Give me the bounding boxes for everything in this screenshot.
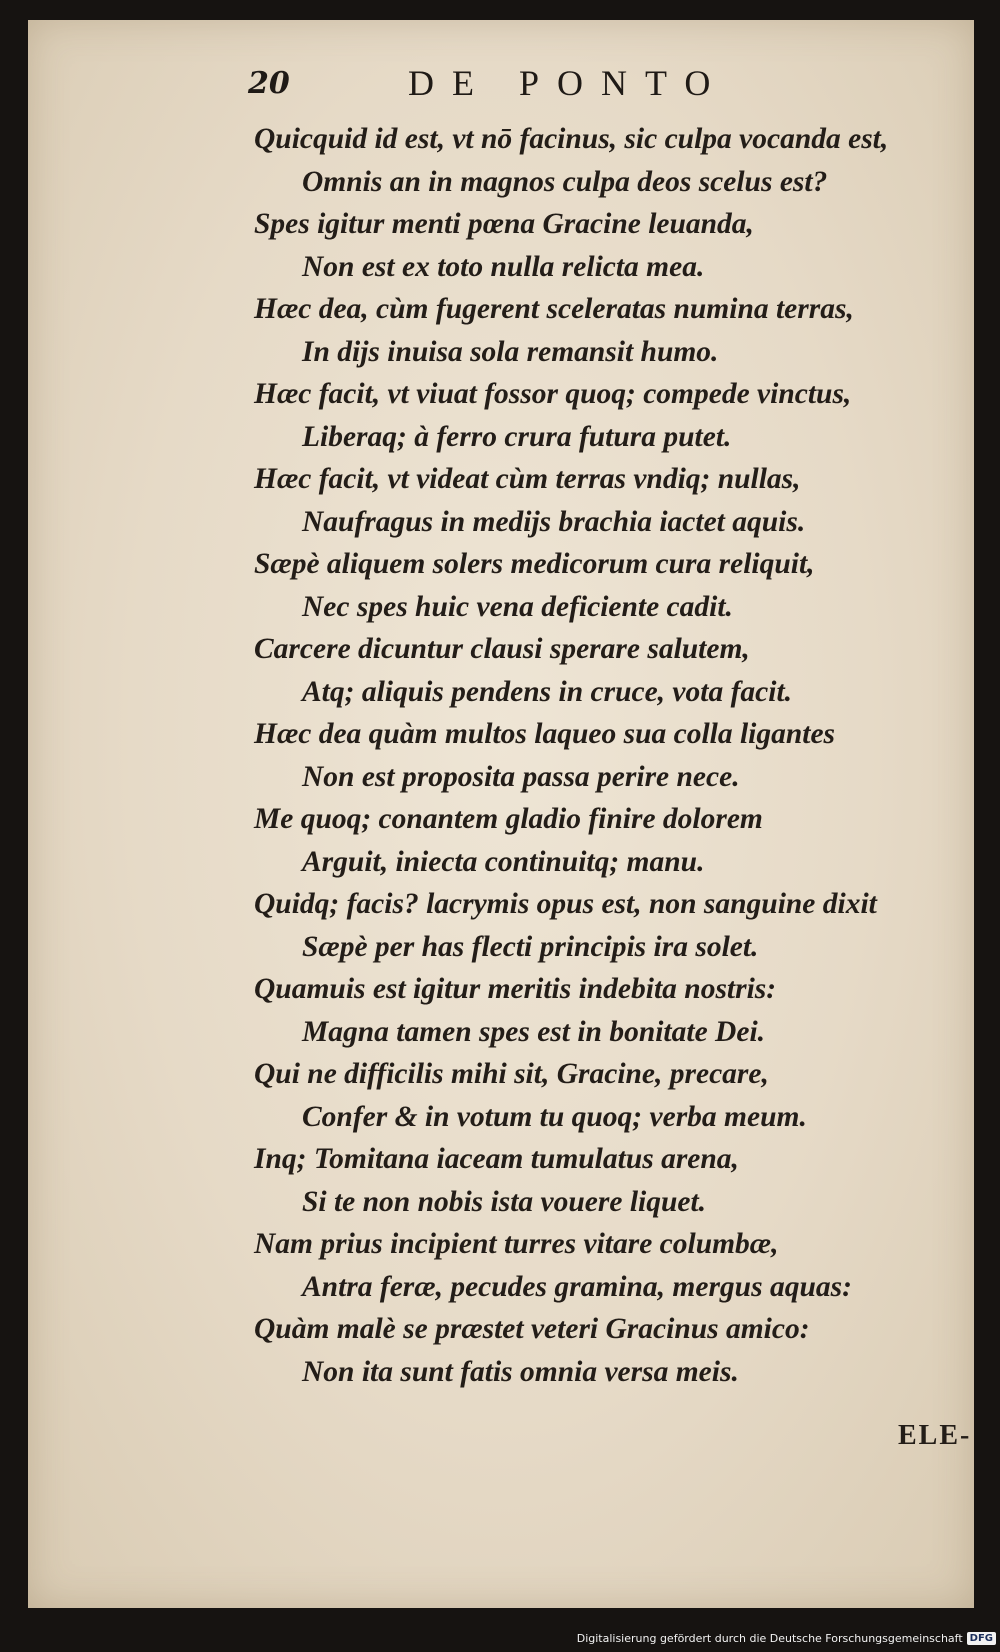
verse-line: Non ita sunt fatis omnia versa meis. bbox=[302, 1355, 739, 1388]
verse-line: Naufragus in medijs brachia iactet aquis. bbox=[302, 505, 806, 538]
verse-line: Qui ne difficilis mihi sit, Gracine, precare, bbox=[254, 1058, 769, 1090]
verse-block bbox=[254, 118, 974, 1393]
verse-line: Quicquid id est, vt nō facinus, sic culpa vocanda est, bbox=[254, 123, 889, 155]
verse-line: Confer & in votum tu quoq; verba meum. bbox=[302, 1100, 807, 1133]
verse-line: Omnis an in magnos culpa deos scelus est? bbox=[302, 165, 828, 198]
verse-line: Nec spes huic vena deficiente cadit. bbox=[302, 590, 733, 623]
verse-line: Sæpè aliquem solers medicorum cura reliquit, bbox=[254, 548, 815, 580]
catchword: ELE- bbox=[898, 1420, 972, 1451]
verse-line: In dijs inuisa sola remansit humo. bbox=[302, 335, 719, 368]
verse-line: Sæpè per has flecti principis ira solet. bbox=[302, 930, 759, 963]
verse-line: Si te non nobis ista vouere liquet. bbox=[302, 1185, 707, 1218]
verse-line: Hæc facit, vt videat cùm terras vndiq; nullas, bbox=[254, 463, 801, 495]
credit-text: Digitalisierung gefördert durch die Deutsche Forschungsgemeinschaft bbox=[576, 1631, 963, 1645]
verse-line: Spes igitur menti pœna Gracine leuanda, bbox=[254, 208, 754, 240]
page-number: 20 bbox=[248, 66, 290, 101]
running-head: DE PONTO bbox=[408, 63, 729, 103]
verse-line: Liberaq; à ferro crura futura putet. bbox=[302, 420, 732, 453]
verse-line: Atq; aliquis pendens in cruce, vota facit. bbox=[302, 675, 793, 708]
page-header bbox=[248, 62, 808, 106]
verse-line: Quàm malè se præstet veteri Gracinus amico: bbox=[254, 1313, 810, 1345]
verse-line: Non est proposita passa perire nece. bbox=[302, 760, 740, 793]
verse-line: Hæc dea quàm multos laqueo sua colla ligantes bbox=[254, 718, 836, 750]
dfg-logo-icon: DFG bbox=[967, 1632, 996, 1645]
verse-line: Hæc facit, vt viuat fossor quoq; compede vinctus, bbox=[254, 378, 852, 410]
verse-line: Magna tamen spes est in bonitate Dei. bbox=[302, 1015, 766, 1048]
verse-line: Me quoq; conantem gladio finire dolorem bbox=[254, 803, 763, 835]
verse-line: Hæc dea, cùm fugerent sceleratas numina terras, bbox=[254, 293, 854, 325]
verse-line: Antra feræ, pecudes gramina, mergus aquas: bbox=[302, 1270, 852, 1303]
verse-line: Arguit, iniecta continuitq; manu. bbox=[302, 845, 705, 878]
verse-line: Quamuis est igitur meritis indebita nostris: bbox=[254, 973, 777, 1005]
verse-line: Carcere dicuntur clausi sperare salutem, bbox=[254, 633, 750, 665]
digitization-credit bbox=[577, 1628, 996, 1648]
verse-line: Inq; Tomitana iaceam tumulatus arena, bbox=[254, 1143, 739, 1175]
verse-line: Non est ex toto nulla relicta mea. bbox=[302, 250, 705, 283]
book-page bbox=[28, 20, 974, 1608]
verse-line: Quidq; facis? lacrymis opus est, non sanguine dixit bbox=[254, 888, 877, 920]
verse-line: Nam prius incipient turres vitare columbæ, bbox=[254, 1228, 779, 1260]
